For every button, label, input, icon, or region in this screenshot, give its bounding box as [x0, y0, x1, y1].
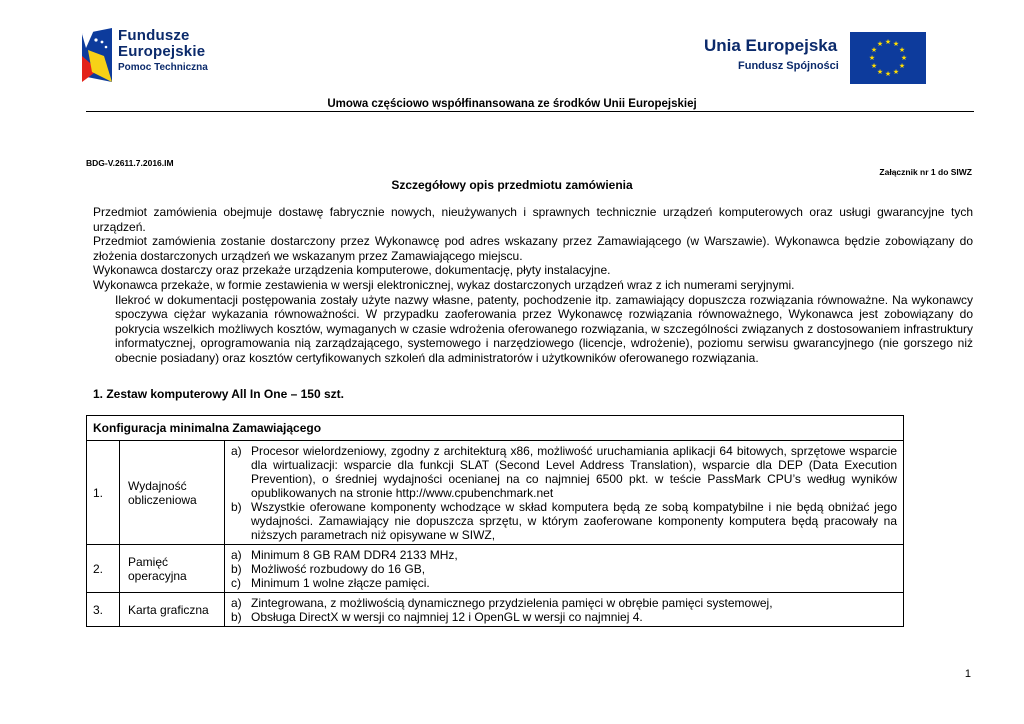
- eu-flag-icon: [850, 32, 926, 84]
- row-number: 2.: [87, 545, 120, 593]
- fe-logo-line2: Europejskie: [118, 42, 206, 60]
- paragraph: Przedmiot zamówienia obejmuje dostawę fabrycznie nowych, nieużywanych i sprawnych technicznie urządzeń komputerowych oraz usługi gwarancyjne tych urządzeń.: [93, 205, 973, 234]
- annex-label: Załącznik nr 1 do SIWZ: [879, 167, 972, 177]
- paragraph: Wykonawca przekaże, w formie zestawienia w wersji elektronicznej, wykaz dostarczonych urządzeń wraz z ich numerami seryjnymi.: [93, 277, 795, 292]
- cofinancing-header: Umowa częściowo współfinansowana ze środków Unii Europejskiej: [327, 98, 697, 110]
- unia-europejska-logo: [704, 32, 926, 84]
- svg-text:★: ★: [868, 54, 876, 62]
- svg-text:★: ★: [900, 54, 908, 62]
- svg-text:★: ★: [870, 46, 878, 54]
- svg-text:★: ★: [892, 40, 900, 48]
- document-title: Szczegółowy opis przedmiotu zamówienia: [391, 178, 633, 192]
- svg-text:★: ★: [870, 62, 878, 70]
- list-item: b) Wszystkie oferowane komponenty wchodzące w skład komputera będą ze sobą kompatybilne i nie będą obniżać jego wydajności. Zamawiający nie dopuszcza sprzętu, w którym zaoferowane komponenty komputera będą pracowały na niższych parametrach niż opisywane w SIWZ,: [231, 500, 897, 542]
- svg-text:★: ★: [892, 68, 900, 76]
- svg-text:★: ★: [898, 46, 906, 54]
- svg-text:★: ★: [884, 38, 892, 46]
- row-description: [225, 545, 904, 593]
- row-number: 3.: [87, 593, 120, 627]
- row-name: Wydajność obliczeniowa: [120, 441, 225, 545]
- table-row: [87, 545, 904, 593]
- svg-text:★: ★: [898, 62, 906, 70]
- list-item: a) Procesor wielordzeniowy, zgodny z architekturą x86, możliwość uruchamiania aplikacji 64 bitowych, sprzętowe wsparcie dla wirtualizacji: wsparcie dla funkcji SLAT (Second Level Address Translation), wsparcie dla DEP (Data Execution Prevention), o średniej wydajności ocenianej na co najmniej 6500 pkt. w teście PassMark CPU’s według wyników opublikowanych na stronie http://www.cpubenchmark.net: [231, 444, 897, 500]
- ue-logo-line1: Unia Europejska: [704, 36, 838, 55]
- list-item: c) Minimum 1 wolne złącze pamięci.: [231, 576, 430, 590]
- row-description: [225, 593, 904, 627]
- list-item: b) Możliwość rozbudowy do 16 GB,: [231, 562, 426, 576]
- paragraph: Ilekroć w dokumentacji postępowania zostały użyte nazwy własne, patenty, pochodzenie itp. zamawiający dopuszcza rozwiązania równoważne. Na wykonawcy spoczywa ciężar wykazania równoważności. W przypadku zaoferowania przez Wykonawcę rozwiązania równoważnego, Wykonawca jest zobowiązany do pokrycia wszelkich możliwych kosztów, wymaganych w czasie wdrożenia oferowanego rozwiązania, w szczególności związanych z dostosowaniem infrastruktury informatycznej, oprogramowania nią zarządzającego, systemowego i narzędziowego (licencje, wdrożenie), poziomu serwisu gwarancyjnego (nie gorszego niż obecnie posiadany) oraz kosztów certyfikowanych szkoleń dla administratorów i użytkowników oferowanego rozwiązania.: [115, 292, 973, 365]
- table-row: [87, 441, 904, 545]
- paragraph: Wykonawca dostarczy oraz przekaże urządzenia komputerowe, dokumentację, płyty instalacyjne.: [93, 263, 611, 278]
- list-item: b) Obsługa DirectX w wersji co najmniej 12 i OpenGL w wersji co najmniej 4.: [231, 610, 643, 624]
- list-item: a) Minimum 8 GB RAM DDR4 2133 MHz,: [231, 548, 458, 562]
- row-number: 1.: [87, 441, 120, 545]
- svg-text:★: ★: [884, 70, 892, 78]
- document-reference: BDG-V.2611.7.2016.IM: [86, 158, 174, 168]
- fe-emblem-icon: [78, 26, 112, 84]
- row-description: [225, 441, 904, 545]
- fe-logo-line1: Fundusze: [118, 27, 190, 44]
- document-body: [93, 205, 973, 366]
- page-number: 1: [964, 668, 971, 680]
- ue-logo-line2: Fundusz Spójności: [738, 60, 839, 72]
- table-header: Konfiguracja minimalna Zamawiającego: [87, 416, 904, 441]
- table-row: [87, 593, 904, 627]
- row-name: Karta graficzna: [120, 593, 225, 627]
- paragraph: Przedmiot zamówienia zostanie dostarczony przez Wykonawcę pod adres wskazany przez Zamawiającego (w Warszawie). Wykonawca będzie zobowiązany do złożenia dostarczonych urządzeń we wskazanym przez Zamawiającego miejscu.: [93, 234, 973, 263]
- header-divider: [86, 111, 974, 112]
- section-heading: 1. Zestaw komputerowy All In One – 150 szt.: [93, 387, 344, 401]
- svg-text:★: ★: [876, 40, 884, 48]
- fundusze-europejskie-logo: [78, 26, 218, 84]
- row-name: Pamięć operacyjna: [120, 545, 225, 593]
- fe-logo-line3: Pomoc Techniczna: [118, 61, 208, 73]
- svg-text:★: ★: [876, 68, 884, 76]
- list-item: a) Zintegrowana, z możliwością dynamicznego przydzielenia pamięci w obrębie pamięci systemowej,: [231, 596, 773, 610]
- specification-table: [86, 415, 904, 627]
